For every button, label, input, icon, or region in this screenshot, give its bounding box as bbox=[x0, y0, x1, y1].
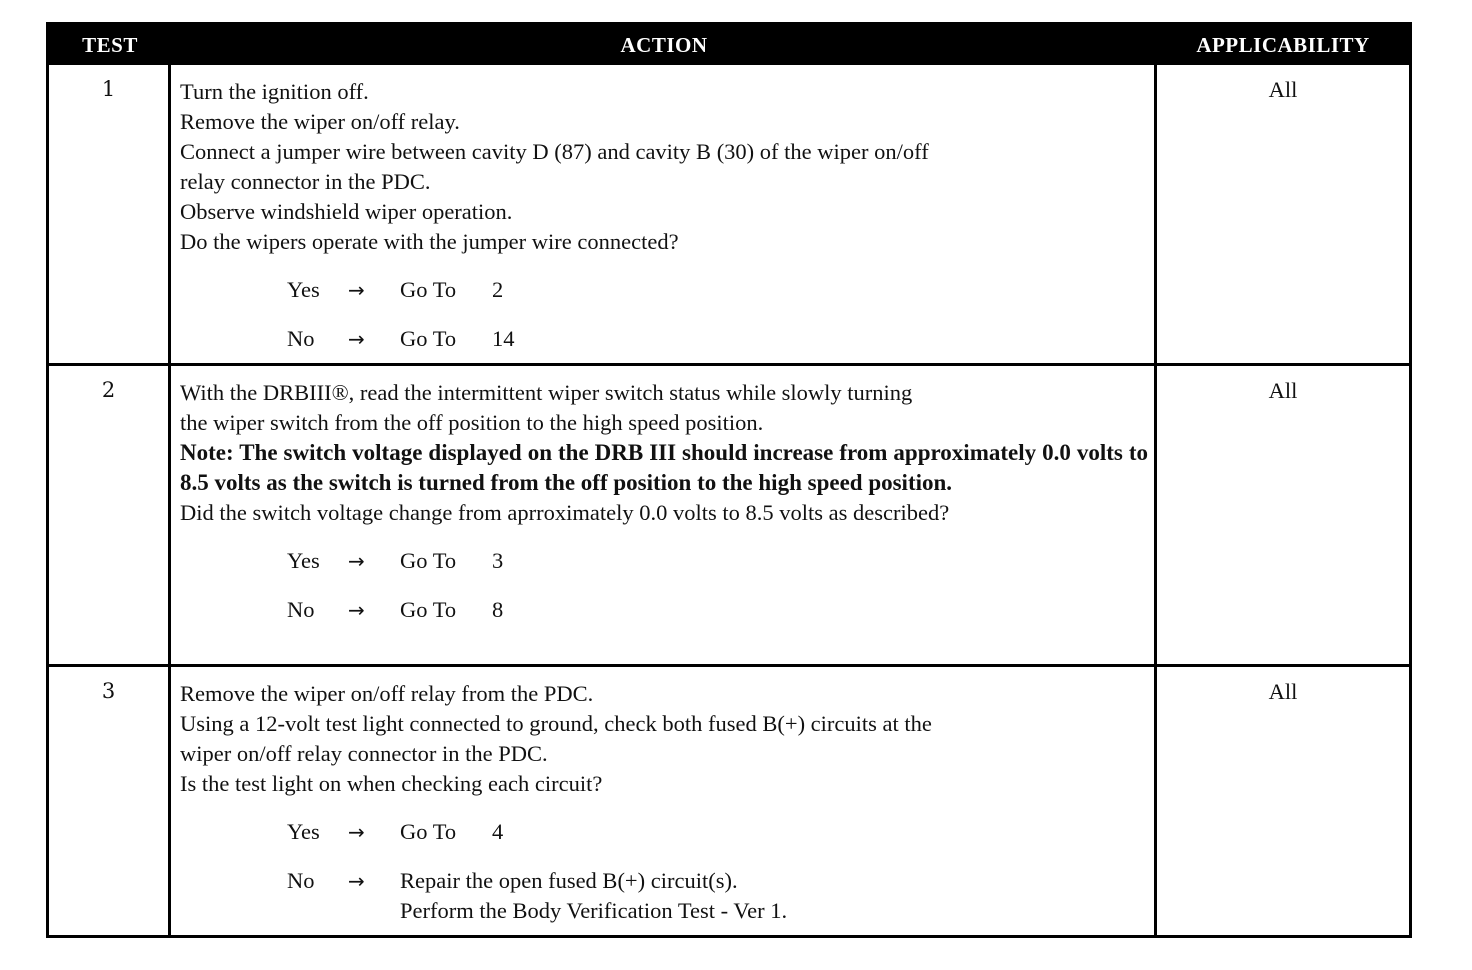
applicability-cell: All bbox=[1268, 378, 1298, 403]
header-test: TEST bbox=[82, 33, 138, 57]
choices bbox=[180, 817, 1148, 923]
choices bbox=[180, 275, 1148, 373]
table-row-test-1 bbox=[49, 65, 1409, 366]
goto-target: 3 bbox=[492, 548, 504, 573]
table-row-test-2 bbox=[49, 366, 1409, 667]
choice-answer: Yes bbox=[287, 277, 320, 302]
choice-no bbox=[180, 866, 1148, 923]
action-line: With the DRBIII®, read the intermittent wiper switch status while slowly turning bbox=[180, 380, 913, 405]
arrow-right-icon: → bbox=[348, 869, 365, 893]
action-line: Is the test light on when checking each circuit? bbox=[180, 771, 603, 796]
action-line: Connect a jumper wire between cavity D (87) and cavity B (30) of the wiper on/off bbox=[180, 139, 929, 164]
arrow-right-icon: → bbox=[348, 327, 365, 351]
applicability-cell: All bbox=[1268, 77, 1298, 102]
choice-answer: Yes bbox=[287, 819, 320, 844]
action-line: Remove the wiper on/off relay. bbox=[180, 109, 460, 134]
action-line: wiper on/off relay connector in the PDC. bbox=[180, 741, 548, 766]
choice-answer: No bbox=[287, 326, 315, 351]
choice-answer: No bbox=[287, 597, 315, 622]
table-row-test-3 bbox=[49, 667, 1409, 935]
choice-no bbox=[180, 595, 1148, 644]
choice-result bbox=[400, 595, 503, 625]
choice-result bbox=[400, 275, 503, 305]
choices bbox=[180, 546, 1148, 644]
arrow-right-icon: → bbox=[348, 820, 365, 844]
choice-result bbox=[400, 817, 503, 847]
table-header bbox=[49, 25, 1409, 65]
action-cell bbox=[171, 65, 1157, 363]
choice-result bbox=[400, 546, 503, 576]
goto-label: Go To bbox=[400, 819, 457, 844]
choice-yes bbox=[180, 817, 1148, 866]
action-line: relay connector in the PDC. bbox=[180, 169, 431, 194]
goto-target: 8 bbox=[492, 597, 504, 622]
choice-answer: Yes bbox=[287, 548, 320, 573]
test-number: 2 bbox=[49, 366, 171, 664]
diagnostic-test-table bbox=[46, 22, 1412, 938]
arrow-right-icon: → bbox=[348, 598, 365, 622]
result-line: Perform the Body Verification Test - Ver 1. bbox=[400, 898, 788, 923]
goto-label: Go To bbox=[400, 326, 457, 351]
choice-result bbox=[400, 866, 787, 926]
action-line: Remove the wiper on/off relay from the PDC. bbox=[180, 681, 594, 706]
arrow-right-icon: → bbox=[348, 549, 365, 573]
goto-target: 4 bbox=[492, 819, 504, 844]
goto-label: Go To bbox=[400, 597, 457, 622]
action-line: Did the switch voltage change from aprroximately 0.0 volts to 8.5 volts as described? bbox=[180, 500, 950, 525]
action-cell bbox=[171, 366, 1157, 664]
goto-label: Go To bbox=[400, 277, 457, 302]
action-line: Using a 12-volt test light connected to ground, check both fused B(+) circuits at the bbox=[180, 711, 932, 736]
choice-yes bbox=[180, 546, 1148, 595]
test-number: 3 bbox=[49, 667, 171, 935]
goto-target: 2 bbox=[492, 277, 504, 302]
goto-label: Go To bbox=[400, 548, 457, 573]
test-number: 1 bbox=[49, 65, 171, 363]
applicability-cell: All bbox=[1268, 679, 1298, 704]
choice-answer: No bbox=[287, 868, 315, 893]
header-action: ACTION bbox=[620, 33, 708, 57]
note-text: Note: The switch voltage displayed on the DRB III should increase from approximately 0.0 volts to 8.5 volts as the switch is turned from the off position to the high speed position. bbox=[180, 440, 1148, 495]
goto-target: 14 bbox=[492, 326, 515, 351]
action-line: Observe windshield wiper operation. bbox=[180, 199, 513, 224]
action-line: Do the wipers operate with the jumper wire connected? bbox=[180, 229, 679, 254]
result-line: Repair the open fused B(+) circuit(s). bbox=[400, 868, 738, 893]
choice-yes bbox=[180, 275, 1148, 324]
arrow-right-icon: → bbox=[348, 278, 365, 302]
action-cell bbox=[171, 667, 1157, 935]
choice-result bbox=[400, 324, 515, 354]
action-line: the wiper switch from the off position to the high speed position. bbox=[180, 410, 764, 435]
header-applicability: APPLICABILITY bbox=[1196, 33, 1370, 57]
action-line: Turn the ignition off. bbox=[180, 79, 369, 104]
